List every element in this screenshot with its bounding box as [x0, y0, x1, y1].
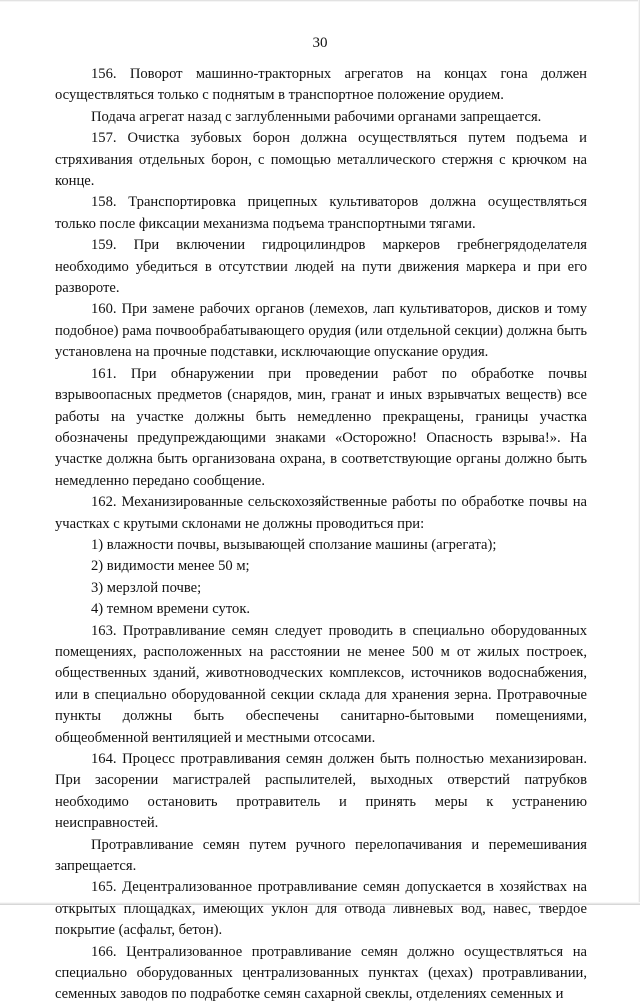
list-item-4: 4) темном времени суток.: [91, 601, 251, 618]
paragraph-164-note: Протравливание семян путем ручного перелопачивания и перемешивания запрещается.: [55, 836, 587, 875]
paragraph-166: 166. Централизованное протравливание семян должно осуществляться на специально оборудованных централизованных пунктах (цехах) протравливании, семенных заводов по подработке семян сахарной свеклы, отделениях семенных и: [55, 943, 587, 1003]
paragraph-160: 160. При замене рабочих органов (лемехов, лап культиваторов, дисков и тому подобное) рама почвообрабатывающего орудия (или отдельной секции) должна быть установлена на прочные подставки, исключающие опускание орудия.: [55, 301, 587, 361]
document-body: [55, 64, 587, 1006]
paragraph-158: 158. Транспортировка прицепных культиваторов должна осуществляться только после фиксации механизма подъема транспортными тягами.: [55, 194, 587, 232]
list-item-2: 2) видимости менее 50 м;: [91, 558, 250, 575]
page-number: 30: [312, 35, 328, 51]
paragraph-164: 164. Процесс протравливания семян должен быть полностью механизирован. При засорении магистралей распылителей, выходных отверстий патрубков необходимо остановить протравитель и принять меры к устранению неисправностей.: [55, 751, 587, 832]
paragraph-161: 161. При обнаружении при проведении работ по обработке почвы взрывоопасных предметов (снарядов, мин, гранат и иных взрывчатых веществ) все работы на участке должны быть немедленно прекращены, границы участка обозначены предупреждающими знаками «Осторожно! Опасность взрыва!». На участке должна быть организована охрана, в соответствующие органы должно быть немедленно передано сообщение.: [55, 365, 587, 489]
paragraph-156: 156. Поворот машинно-тракторных агрегатов на концах гона должен осуществляться только с поднятым в транспортное положение орудием.: [55, 66, 587, 104]
paragraph-156-note: Подача агрегат назад с заглубленными рабочими органами запрещается.: [91, 108, 542, 125]
list-item-3: 3) мерзлой почве;: [91, 579, 202, 596]
paragraph-163: 163. Протравливание семян следует проводить в специально оборудованных помещениях, расположенных на расстоянии не менее 500 м от жилых построек, общественных зданий, животноводческих комплексов, источников водоснабжения, или в специально оборудованной секции склада для хранения зерна. Протравочные пункты должны быть обеспечены санитарно-бытовыми помещениями, общеобменной вентиляцией и местными отсосами.: [55, 622, 587, 746]
paragraph-162: 162. Механизированные сельскохозяйственные работы по обработке почвы на участках с крутыми склонами не должны проводиться при:: [55, 494, 587, 532]
paragraph-159: 159. При включении гидроцилиндров маркеров гребнегрядоделателя необходимо убедиться в отсутствии людей на пути движения маркера и при его развороте.: [55, 237, 587, 297]
scan-edge-top: [0, 0, 640, 2]
paragraph-165: 165. Децентрализованное протравливание семян допускается в хозяйствах на открытых площадках, имеющих уклон для отвода ливневых вод, навес, твердое покрытие (асфальт, бетон).: [55, 879, 587, 939]
list-item-1: 1) влажности почвы, вызывающей сползание машины (агрегата);: [91, 536, 497, 553]
paragraph-157: 157. Очистка зубовых борон должна осуществляться путем подъема и стряхивания отдельных борон, с помощью металлического стержня с крючком на конце.: [55, 130, 587, 190]
